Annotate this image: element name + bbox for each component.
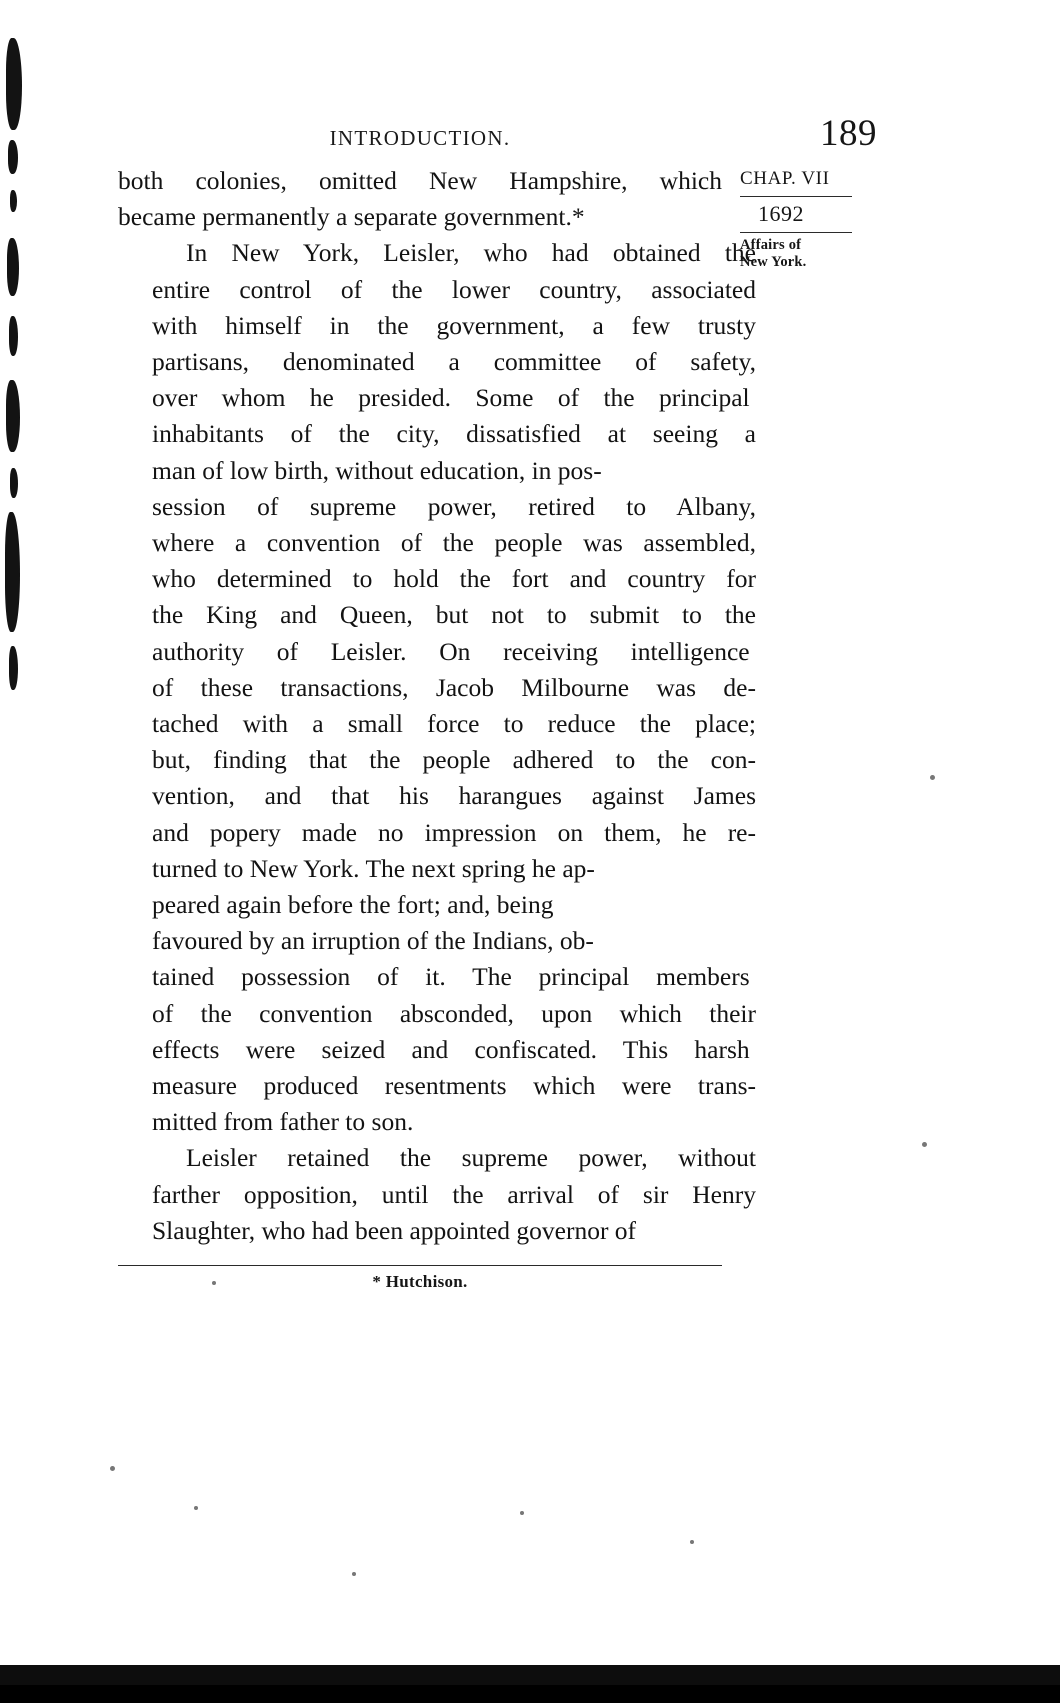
scan-artifact <box>8 140 18 174</box>
margin-rule-bottom <box>740 232 852 233</box>
scan-speck <box>690 1540 694 1544</box>
text-line: with himself in the government, a few trusty <box>152 310 756 340</box>
text-line: both colonies, omitted New Hampshire, which <box>118 166 722 195</box>
scan-artifact <box>9 646 18 690</box>
paragraph-3 <box>118 1140 756 1249</box>
sidenote-line-2: New York. <box>740 254 807 270</box>
text-line: of these transactions, Jacob Milbourne was de- <box>152 672 756 702</box>
paragraph-2 <box>118 235 756 1140</box>
text-line: authority of Leisler. On receiving intelligence <box>152 636 750 666</box>
text-line: vention, and that his harangues against James <box>152 781 756 811</box>
paragraph-1 <box>118 163 722 235</box>
chapter-label: CHAP. VII <box>740 168 830 189</box>
text-line: tached with a small force to reduce the place; <box>152 709 756 739</box>
text-line: became permanently a separate government.* <box>118 202 585 232</box>
text-line: mitted from father to son. <box>152 1107 414 1137</box>
margin-apparatus <box>740 168 930 271</box>
scan-artifact <box>7 238 19 296</box>
text-line: In New York, Leisler, who had obtained the <box>186 238 756 268</box>
sidenote-line-1: Affairs of <box>740 237 802 253</box>
scan-speck <box>520 1511 524 1515</box>
scan-speck <box>930 775 935 780</box>
text-line: partisans, denominated a committee of safety, <box>152 347 756 377</box>
text-line: and popery made no impression on them, he re- <box>152 817 756 847</box>
text-line: the King and Queen, but not to submit to the <box>152 600 756 630</box>
text-line: where a convention of the people was assembled, <box>152 528 756 558</box>
scan-artifact <box>10 468 18 498</box>
scan-edge-bottom-dark <box>0 1685 1060 1703</box>
text-line: measure produced resentments which were trans- <box>152 1071 756 1101</box>
text-line: session of supreme power, retired to Albany, <box>152 491 756 521</box>
scan-artifact <box>6 380 20 452</box>
scan-artifact <box>9 316 18 356</box>
text-line: farther opposition, until the arrival of sir Henry <box>152 1179 756 1209</box>
page-number: 189 <box>820 113 877 154</box>
text-line: but, finding that the people adhered to the con- <box>152 745 756 775</box>
scan-artifact <box>5 512 20 632</box>
footnote-rule <box>118 1265 722 1266</box>
scan-artifact <box>6 38 22 130</box>
text-line: peared again before the fort; and, being <box>152 890 554 920</box>
text-line: tained possession of it. The principal members <box>152 962 750 992</box>
text-line: Leisler retained the supreme power, without <box>186 1143 756 1173</box>
scan-artifact <box>10 190 17 212</box>
scan-speck <box>922 1142 927 1147</box>
scan-speck <box>110 1466 115 1471</box>
text-line: effects were seized and confiscated. This harsh <box>152 1034 750 1064</box>
scan-speck <box>194 1506 198 1510</box>
margin-rule-top <box>740 196 852 197</box>
year-label: 1692 <box>758 201 804 226</box>
running-head: INTRODUCTION. <box>329 126 511 150</box>
text-line: Slaughter, who had been appointed governor of <box>152 1215 637 1245</box>
body-text <box>118 163 756 1249</box>
text-line: man of low birth, without education, in pos- <box>152 455 602 485</box>
text-line: of the convention absconded, upon which their <box>152 998 756 1028</box>
text-line: entire control of the lower country, associated <box>152 274 756 304</box>
footnote: * Hutchison. <box>372 1272 468 1291</box>
text-line: favoured by an irruption of the Indians, ob- <box>152 926 594 956</box>
scan-speck <box>352 1572 356 1576</box>
text-line: who determined to hold the fort and country for <box>152 564 756 594</box>
text-line: turned to New York. The next spring he ap- <box>152 853 595 883</box>
text-line: over whom he presided. Some of the principal <box>152 383 750 413</box>
text-line: inhabitants of the city, dissatisfied at seeing a <box>152 419 756 449</box>
